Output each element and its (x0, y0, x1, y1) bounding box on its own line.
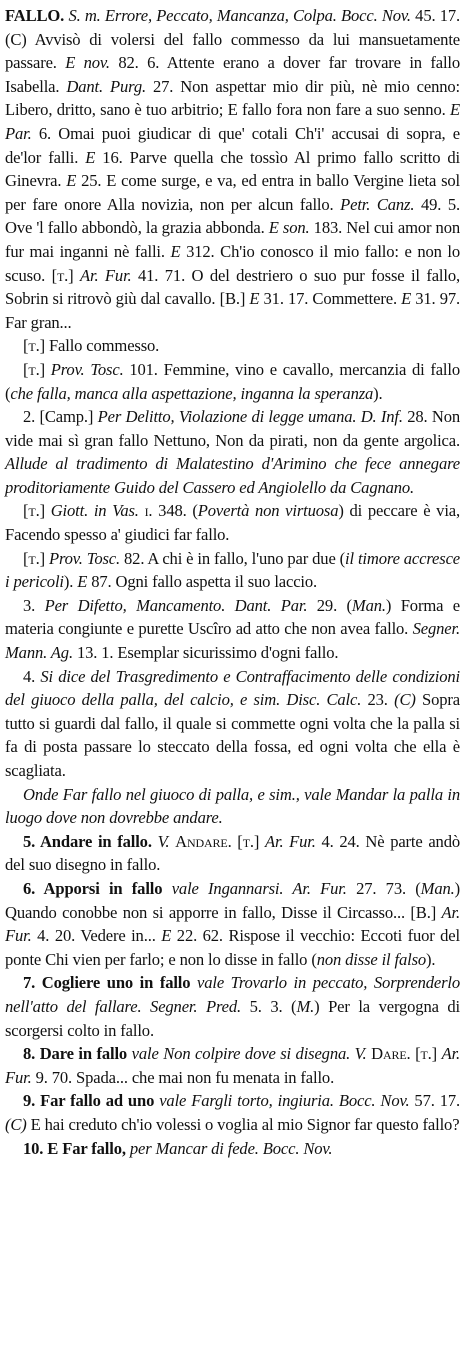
text-run: 31. 97. Far gran... (5, 289, 460, 332)
text-run: [ (410, 1044, 421, 1064)
text-run: 3. (23, 595, 45, 615)
sense-3-difetto (5, 594, 460, 665)
text-run: 183. Nel cui amor non fur mai inganni nè falli. (5, 218, 460, 261)
text-run: ). (63, 572, 78, 592)
italic-run: E (161, 926, 172, 946)
text-run: 82. 6. Attente erano a dover far trovare in fallo Isabella. (5, 53, 461, 96)
smallcaps-run: t. (28, 501, 40, 521)
text-run: ] (253, 831, 265, 851)
italic-run: Prov. Tosc. (48, 548, 121, 568)
italic-run: E son. (268, 218, 310, 238)
italic-run: Petr. Canz. (340, 194, 415, 214)
headword-run: 8. Dare in fallo (23, 1044, 128, 1064)
text-run: ] (39, 359, 51, 379)
text-run: [ (23, 548, 29, 568)
text-run: 29. ( (307, 595, 352, 615)
italic-run: E (401, 289, 412, 309)
text-run: ). (373, 383, 383, 403)
sense-4-trasgredimento (5, 665, 460, 783)
text-run: ] Fallo commesso. (39, 336, 160, 356)
italic-run: (C) (394, 690, 416, 710)
italic-run: M. (296, 996, 315, 1016)
text-run: 31. 17. Commettere. (259, 289, 402, 309)
smallcaps-run: t. (420, 1044, 432, 1064)
italic-run: Onde Far fallo (23, 784, 126, 804)
sense-7-cogliere-in-fallo (5, 971, 460, 1042)
italic-run: non disse il falso (316, 949, 427, 969)
italic-run: nel giuoco di palla, e sim., vale Mandar la palla in luogo dove non dovrebbe andare. (5, 784, 461, 828)
italic-run: Ar. Fur. (264, 831, 316, 851)
text-run: 27. Non aspettar mio dir più, nè mio cenno: Libero, dritto, sano è tuo arbitrio; E fallo fora non fare a suo senno. (5, 76, 460, 120)
italic-run: il timore accresce i pericoli (5, 548, 461, 592)
italic-run: Man. (351, 595, 386, 615)
text-run: E hai creduto ch'io volessi o voglia al mio Signor far questo fallo? (26, 1114, 460, 1134)
text-run (162, 879, 171, 898)
text-run: ] (39, 501, 51, 521)
smallcaps-run: Dare. (371, 1044, 411, 1064)
italic-run: vale Fargli torto, ingiuria. Bocc. Nov. (159, 1091, 410, 1111)
italic-run: E (170, 241, 181, 261)
italic-run: (C) (5, 1114, 27, 1134)
headword-run: 6. Apporsi in fallo (23, 878, 163, 898)
smallcaps-run: i. (144, 501, 153, 521)
subentry-far-fallo-palla (5, 783, 460, 830)
sense-6-apporsi-in-fallo (5, 877, 460, 971)
entry-headword-paragraph (5, 4, 460, 334)
italic-run: per Mancar di fede. Bocc. Nov. (129, 1138, 333, 1158)
text-run: ] (431, 1044, 442, 1064)
italic-run: vale Non colpire dove si disegna. V. (131, 1044, 367, 1064)
text-run: 2. [Camp.] (23, 407, 98, 427)
text-run: 6. Omai puoi giudicar di que' cotali Ch'i' accusai di sopra, e de'lor falli. (5, 123, 460, 167)
text-run: ). (426, 949, 436, 969)
italic-run: E Par. (5, 100, 460, 143)
italic-run: vale Trovarlo in peccato, Sorprenderlo nell'atto del fallare. Segner. Pred. (5, 973, 460, 1016)
text-run: ) Per la vergogna di scorgersi colto in fallo. (5, 996, 461, 1040)
italic-run: Ar. Fur. (80, 265, 132, 285)
smallcaps-run: Andare. (175, 831, 232, 851)
text-run: ] (39, 548, 49, 568)
sense-5-andare-in-fallo (5, 830, 460, 877)
smallcaps-run: t. (28, 336, 40, 356)
italic-run: Si dice del Trasgredimento e Contraffacimento delle condizioni del giuoco della palla, del calcio, e sim. Disc. Calc. (5, 666, 460, 710)
text-run: ) Forma e materia congiunte e purette Uscîro ad atto che non avea fallo. (5, 595, 460, 639)
headword-run: FALLO. (5, 6, 65, 25)
italic-run: Segner. Mann. Ag. (5, 619, 460, 663)
text-run: 28. Non vide mai sì gran fallo Nettuno, Non da pirati, non da gente argolica. (5, 407, 461, 450)
smallcaps-run: t. (28, 359, 40, 379)
text-run: 82. A chi è in fallo, l'uno par due ( (120, 548, 346, 568)
text-run: Sopra tutto si guardi dal fallo, il quale si commette ogni volta che la palla si fa di posta passare lo steccato della fossa, ed ogni volta che ella è scagliata. (5, 690, 460, 780)
subentry-prov-tosc-82 (5, 547, 460, 594)
italic-run: E nov. (65, 53, 110, 73)
text-run: 45. 17. (C) Avvisò di volersi del fallo commesso da lui mansuetamente passare. (5, 6, 460, 73)
italic-run: che falla, manca alla aspettazione, inganna la speranza (10, 383, 374, 403)
italic-run: Giott. in Vas. (50, 501, 139, 521)
text-run: 312. Ch'io conosco il mio fallo: e non lo scuso. [ (5, 241, 460, 285)
text-run: 13. 1. Esemplar sicurissimo d'ogni fallo. (72, 643, 339, 663)
italic-run: Povertà non virtuosa (197, 501, 339, 521)
headword-run: 7. Cogliere uno in fallo (23, 973, 191, 993)
text-run: 49. 5. Ove 'l fallo abbondò, la grazia abbonda. (5, 194, 460, 238)
sense-9-far-fallo-ad-uno (5, 1089, 460, 1136)
italic-run: vale Ingannarsi. Ar. Fur. (171, 878, 347, 898)
italic-run: Allude al tradimento di Malatestino d'Arimino che fece annegare proditoriamente Guido del Cassero ed Angiolello da Cagnano. (5, 454, 460, 497)
subentry-prov-tosc-101 (5, 358, 460, 405)
text-run: ) di peccare è via, Facendo spesso a' giudici far fallo. (5, 501, 461, 545)
text-run: [ (23, 336, 29, 356)
smallcaps-run: t. (56, 265, 69, 285)
headword-run: 5. Andare in fallo. (23, 831, 152, 851)
text-run: [ (231, 831, 243, 851)
text-run: 4. 20. Vedere in... (31, 926, 162, 946)
subentry-giott-vas (5, 499, 460, 546)
sense-10-far-fallo (5, 1137, 460, 1161)
italic-run: V. (157, 831, 170, 851)
headword-run: 9. Far fallo ad uno (23, 1091, 155, 1111)
italic-run: Per Difetto, Mancamento. Dant. Par. (44, 595, 308, 615)
italic-run: E (85, 147, 96, 167)
text-run: 4. (23, 666, 41, 686)
subentry-fallo-commesso (5, 334, 460, 358)
italic-run: Per Delitto, Violazione di legge umana. D. Inf. (97, 407, 403, 427)
text-run: 87. Ogni fallo aspetta il suo laccio. (87, 572, 318, 592)
italic-run: E (249, 289, 260, 309)
text-run: 101. Femmine, vino e cavallo, mercanzia di fallo ( (5, 359, 461, 403)
sense-2-delitto (5, 405, 460, 499)
text-run: ] (68, 265, 81, 285)
italic-run: Ar. Fur. (5, 902, 460, 946)
text-run: 5. 3. ( (241, 996, 297, 1016)
italic-run: Ar. Fur. (5, 1044, 461, 1087)
smallcaps-run: t. (242, 831, 254, 851)
text-run: 16. Parve quella che tossìo Al primo fallo scritto di Ginevra. (5, 147, 460, 191)
text-run: 348. ( (152, 501, 198, 521)
italic-run: E (66, 171, 77, 191)
text-run: 57. 17. (409, 1091, 460, 1111)
text-run: 9. 70. Spada... che mai non fu menata in fallo. (31, 1067, 335, 1087)
text-run: [ (23, 501, 29, 521)
text-run: ) Quando conobbe non si apporre in fallo, Disse il Circasso... [B.] (5, 878, 460, 922)
italic-run: E (77, 572, 88, 592)
headword-run: 10. E Far fallo, (23, 1138, 126, 1158)
italic-run: Dant. Purg. (66, 76, 146, 96)
italic-run: Man. (420, 878, 455, 898)
sense-8-dare-in-fallo (5, 1042, 460, 1089)
text-run: [ (23, 359, 29, 379)
smallcaps-run: t. (28, 548, 40, 568)
text-run: 4. 24. Nè parte andò del suo disegno in fallo. (5, 831, 460, 875)
text-run: 23. (361, 690, 395, 710)
text-run: 22. 62. Rispose il vecchio: Eccoti fuor del ponte Chi vien per farlo; e non lo disse in fallo ( (5, 926, 460, 969)
text-run: 27. 73. ( (346, 878, 421, 898)
text-run: 41. 71. O del destriero o suo pur fosse il fallo, Sobrin si ritrovò giù dal cavallo. [B.] (5, 265, 461, 309)
italic-run: Prov. Tosc. (50, 359, 124, 379)
text-run: 25. E come surge, e va, ed entra in ballo Vergine lieta sol per fare onore Alla novizia, non per alcun fallo. (5, 171, 461, 214)
italic-run: S. m. Errore, Peccato, Mancanza, Colpa. Bocc. Nov. (68, 6, 411, 25)
